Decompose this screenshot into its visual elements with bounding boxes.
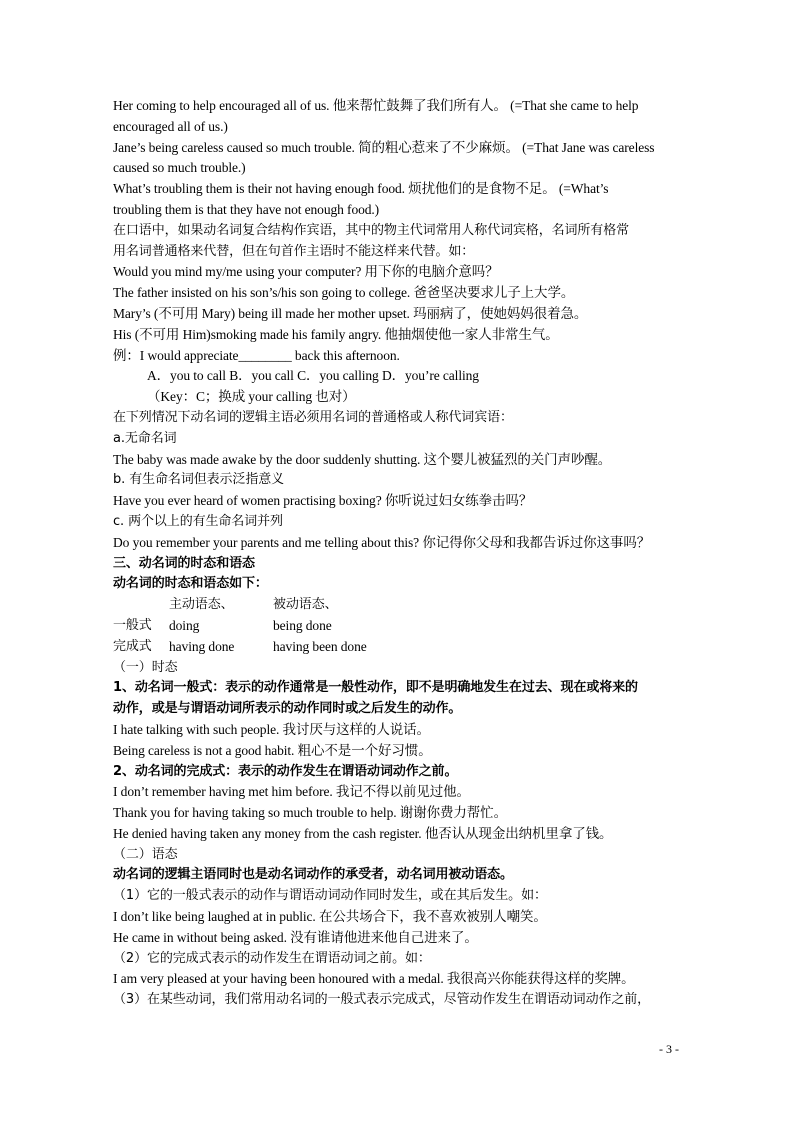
text-line: （2）它的完成式表示的动作发生在谓语动词之前。如： (113, 950, 431, 966)
tense-table-row (113, 637, 688, 658)
table-cell: 一般式 (113, 617, 152, 633)
example-key: （Key：C；换成 your calling 也对） (147, 389, 356, 405)
text-line: The baby was made awake by the door suddenly shutting. 这个婴儿被猛烈的关门声吵醒。 (113, 451, 612, 467)
text-line: encouraged all of us.) (113, 118, 228, 134)
text-line: He denied having taken any money from the cash register. 他否认从现金出纳机里拿了钱。 (113, 825, 613, 841)
subsection-heading: 动名词的时态和语态如下： (113, 576, 268, 592)
tense-table-header (113, 595, 688, 616)
text-line: Do you remember your parents and me telling about this? 你记得你父母和我都告诉过你这事吗？ (113, 534, 651, 550)
text-line: b. 有生命名词但表示泛指意义 (113, 472, 285, 488)
text-line: I am very pleased at your having been honoured with a medal. 我很高兴你能获得这样的奖牌。 (113, 971, 635, 987)
text-line: 在下列情况下动名词的逻辑主语必须用名词的普通格或人称代词宾语： (113, 409, 513, 425)
table-cell: 主动语态、 (169, 597, 234, 613)
text-line: troubling them is that they have not enough food.) (113, 201, 380, 217)
example-options: A．you to call B．you call C．you calling D．you’re calling (147, 368, 479, 384)
text-line: 在口语中，如果动名词复合结构作宾语，其中的物主代词常用人称代词宾格，名词所有格常 (113, 222, 630, 238)
document-body (113, 96, 688, 1011)
text-line: 用名词普通格来代替，但在句首作主语时不能这样来代替。如： (113, 243, 475, 259)
text-line: caused so much trouble.) (113, 160, 246, 176)
text-line: I don’t remember having met him before. 我记不得以前见过他。 (113, 784, 470, 800)
example-question: 例：I would appreciate________ back this afternoon. (113, 347, 400, 363)
table-cell: doing (169, 617, 200, 633)
text-line: The father insisted on his son’s/his son going to college. 爸爸坚决要求儿子上大学。 (113, 285, 575, 301)
text-line: a.无命名词 (113, 430, 177, 446)
table-cell: having done (169, 638, 235, 654)
rule-heading: 动名词的逻辑主语同时也是动名词动作的承受者，动名词用被动语态。 (113, 867, 513, 883)
text-line: I hate talking with such people. 我讨厌与这样的人说话。 (113, 721, 430, 737)
text-line: What’s troubling them is their not having enough food. 烦扰他们的是食物不足。 (=What’s (113, 181, 609, 197)
rule-heading: 1、动名词一般式：表示的动作通常是一般性动作，即不是明确地发生在过去、现在或将来的 (113, 680, 638, 696)
text-line: （1）它的一般式表示的动作与谓语动词动作同时发生，或在其后发生。如： (113, 888, 547, 904)
text-line: Thank you for having taking so much trouble to help. 谢谢你费力帮忙。 (113, 805, 507, 821)
text-line: Mary’s (不可用 Mary) being ill made her mother upset. 玛丽病了，使她妈妈很着急。 (113, 305, 588, 321)
table-cell: 被动语态、 (273, 597, 338, 613)
table-cell: being done (273, 617, 332, 633)
tense-table-row (113, 616, 688, 637)
text-line: I don’t like being laughed at in public. 在公共场合下，我不喜欢被别人嘲笑。 (113, 909, 547, 925)
text-line: Have you ever heard of women practising boxing? 你听说过妇女练拳击吗？ (113, 493, 533, 509)
table-cell: having been done (273, 638, 367, 654)
text-line: His (不可用 Him)smoking made his family angry. 他抽烟使他一家人非常生气。 (113, 326, 559, 342)
subsection-heading: （二）语态 (113, 846, 178, 862)
text-line: Would you mind my/me using your computer? 用下你的电脑介意吗？ (113, 264, 499, 280)
table-cell (113, 595, 169, 616)
text-line: （3）在某些动词，我们常用动名词的一般式表示完成式，尽管动作发生在谓语动词动作之前， (113, 992, 651, 1008)
text-line: Being careless is not a good habit. 粗心不是一个好习惯。 (113, 742, 432, 758)
text-line: Jane’s being careless caused so much trouble. 简的粗心惹来了不少麻烦。 (=That Jane was careless (113, 139, 655, 155)
text-line: He came in without being asked. 没有谁请他进来他自己进来了。 (113, 929, 478, 945)
text-line: Her coming to help encouraged all of us. 他来帮忙鼓舞了我们所有人。 (=That she came to help (113, 98, 639, 113)
section-heading: 三、动名词的时态和语态 (113, 555, 255, 571)
rule-heading: 2、动名词的完成式：表示的动作发生在谓语动词动作之前。 (113, 763, 458, 779)
page-number: - 3 - (659, 1042, 679, 1056)
subsection-heading: （一）时态 (113, 659, 178, 675)
text-line: c. 两个以上的有生命名词并列 (113, 513, 283, 529)
table-cell: 完成式 (113, 638, 152, 654)
rule-heading: 动作，或是与谓语动词所表示的动作同时或之后发生的动作。 (113, 701, 462, 717)
